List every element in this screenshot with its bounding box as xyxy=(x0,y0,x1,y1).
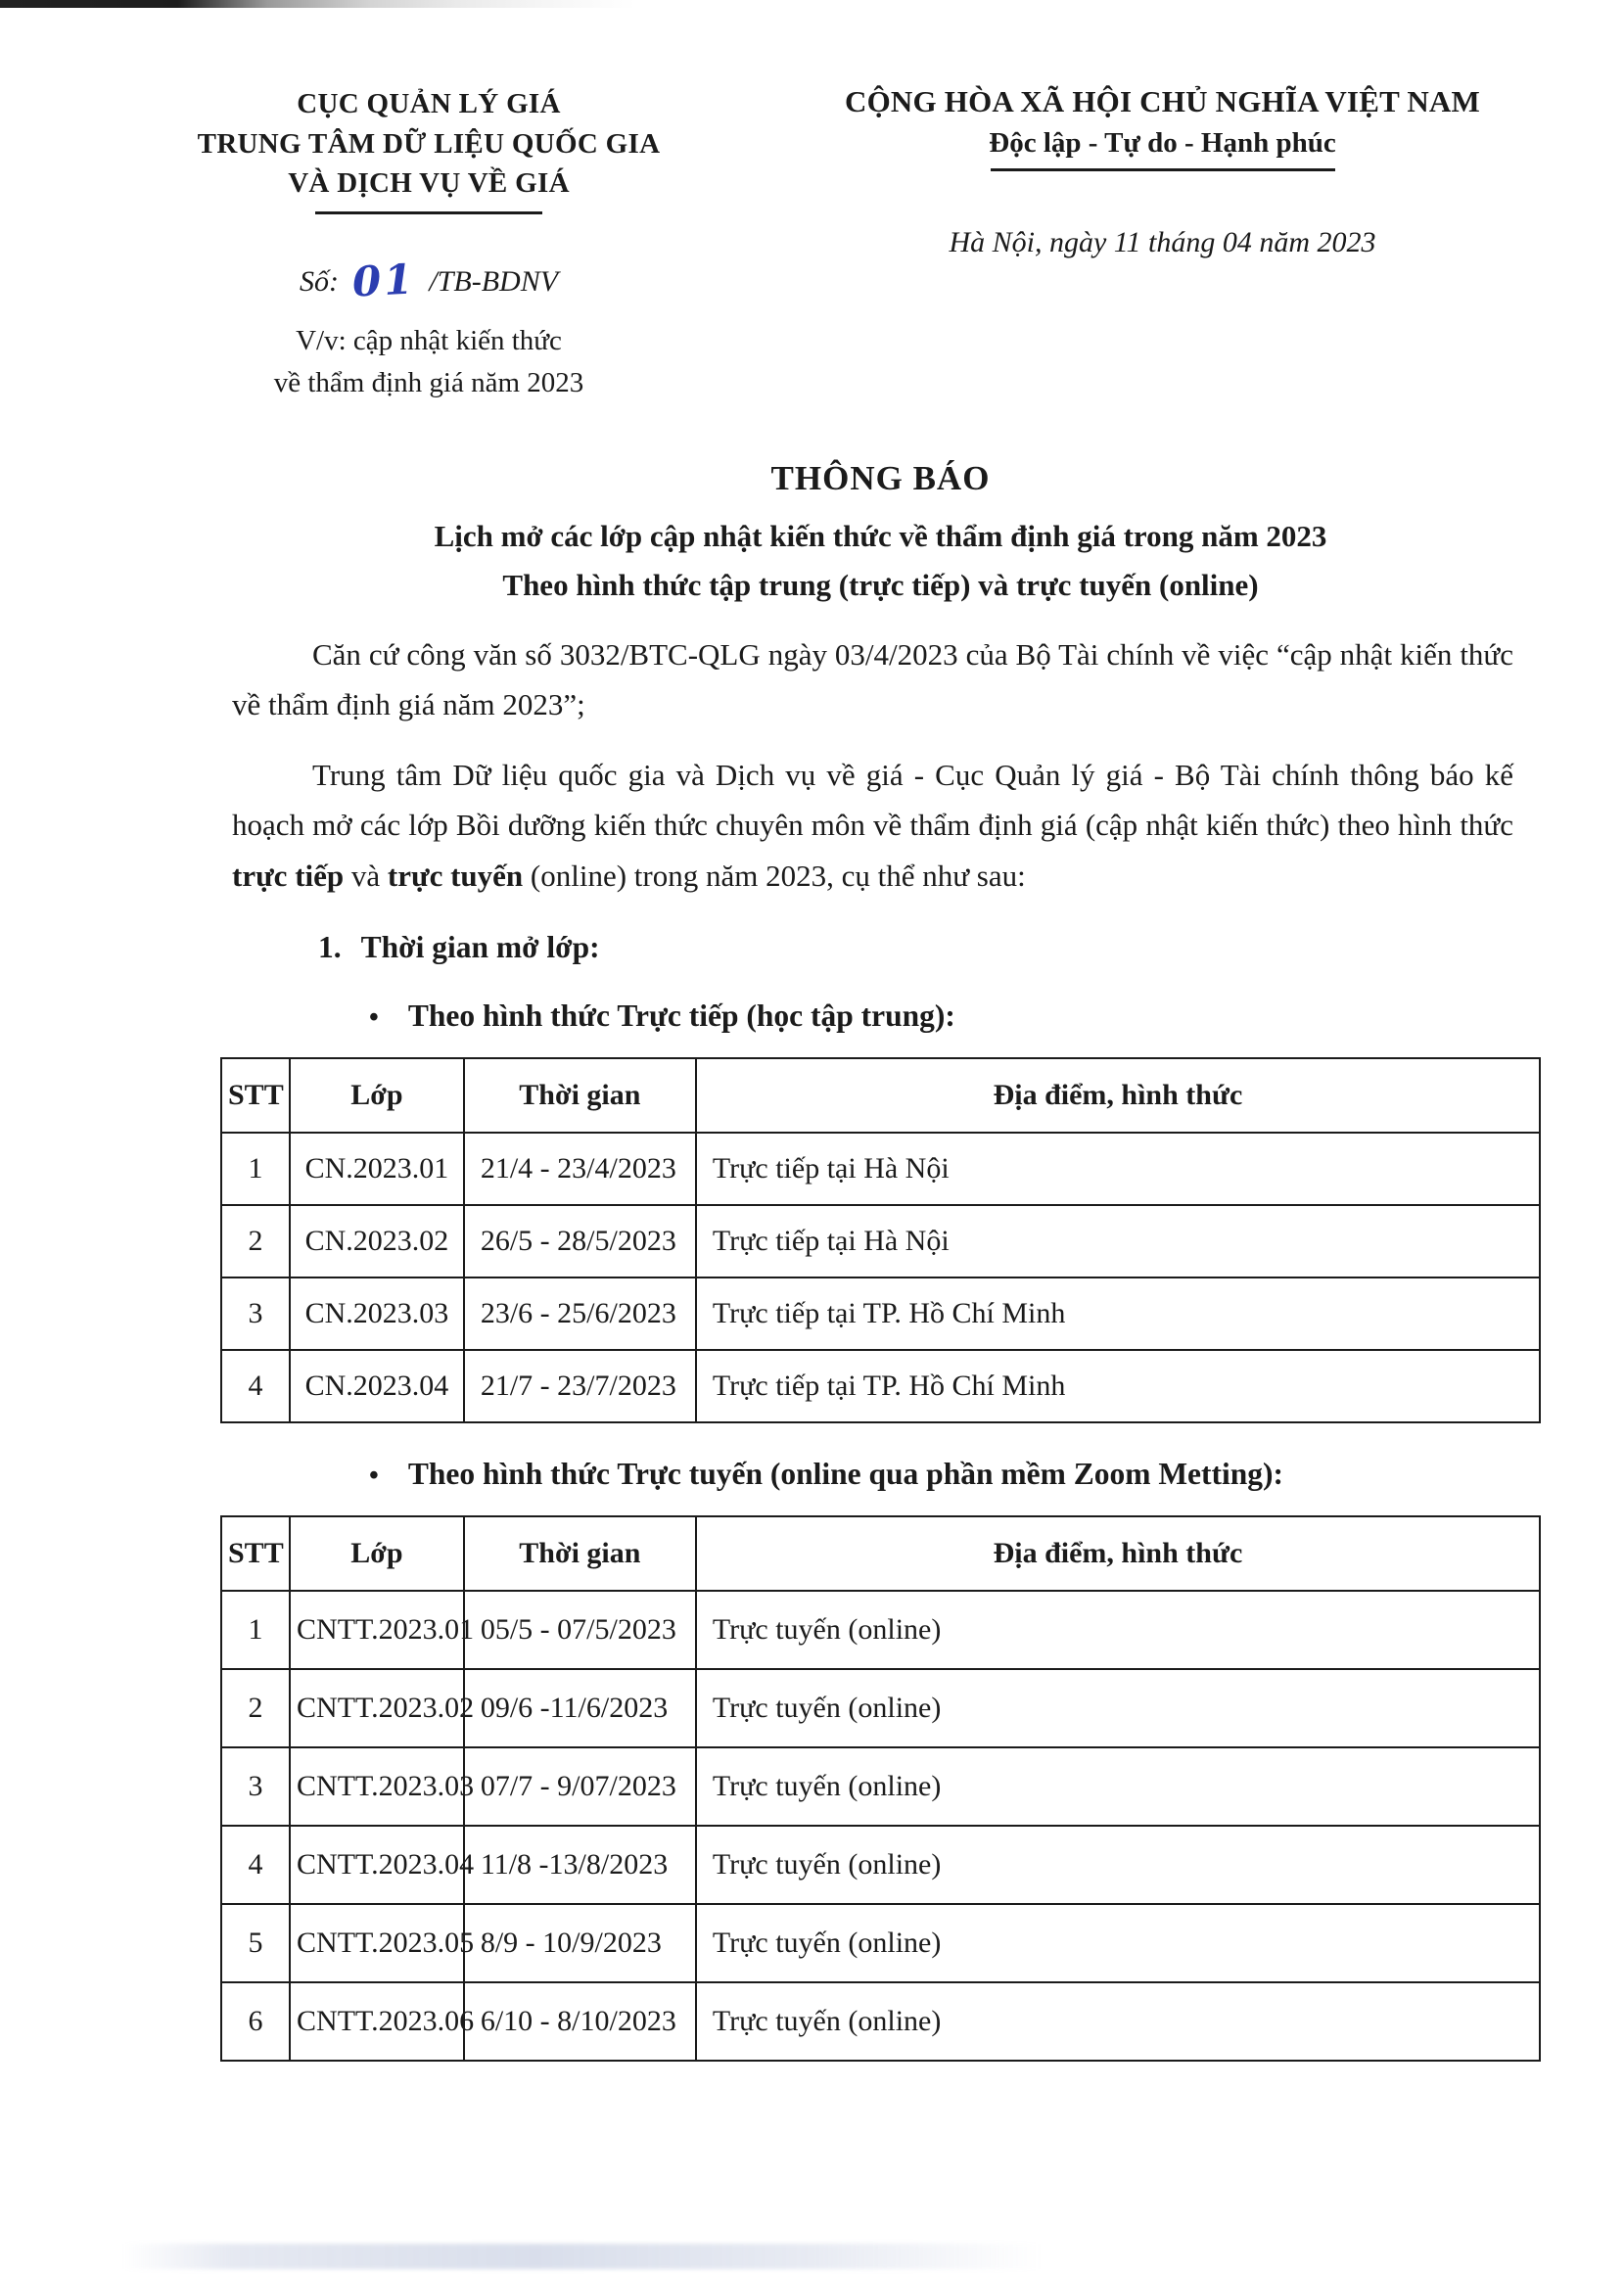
paragraph-legal-basis xyxy=(232,629,1513,730)
cell-lop: CN.2023.04 xyxy=(290,1350,464,1422)
header-stt: STT xyxy=(221,1516,290,1591)
subject-block xyxy=(116,320,742,404)
cell-stt: 5 xyxy=(221,1904,290,1982)
table-row xyxy=(221,1826,1540,1904)
handwritten-number: 01 xyxy=(350,255,417,306)
cell-stt: 4 xyxy=(221,1350,290,1422)
cell-dia-diem: Trực tuyến (online) xyxy=(696,1669,1540,1747)
cell-dia-diem: Trực tuyến (online) xyxy=(696,1982,1540,2061)
document-number-line xyxy=(116,255,742,306)
table-row xyxy=(221,1669,1540,1747)
cell-thoi-gian: 09/6 -11/6/2023 xyxy=(464,1669,696,1747)
issuing-org-block xyxy=(116,84,742,404)
bullet-direct-heading xyxy=(220,999,1541,1034)
cell-lop: CN.2023.02 xyxy=(290,1205,464,1277)
bullet-online-label: Theo hình thức Trực tuyến (online qua phần mềm Zoom Metting): xyxy=(407,1457,1284,1492)
cell-thoi-gian: 21/4 - 23/4/2023 xyxy=(464,1133,696,1205)
table-header-row xyxy=(221,1516,1540,1591)
cell-dia-diem: Trực tiếp tại TP. Hồ Chí Minh xyxy=(696,1350,1540,1422)
cell-stt: 2 xyxy=(221,1205,290,1277)
cell-stt: 2 xyxy=(221,1669,290,1747)
table-row xyxy=(221,1277,1540,1350)
header-lop: Lớp xyxy=(290,1058,464,1133)
cell-stt: 3 xyxy=(221,1277,290,1350)
cell-thoi-gian: 26/5 - 28/5/2023 xyxy=(464,1205,696,1277)
section-1-heading xyxy=(220,930,1541,965)
paragraph-announcement-part1: Trung tâm Dữ liệu quốc gia và Dịch vụ về giá - Cục Quản lý giá - Bộ Tài chính thông báo kế hoạch mở các lớp Bồi dưỡng kiến thức chuyên môn về thẩm định giá (cập nhật kiến thức) theo hình thức xyxy=(232,757,1513,843)
table-header-row xyxy=(221,1058,1540,1133)
cell-lop: CNTT.2023.01 xyxy=(290,1591,464,1669)
cell-lop: CN.2023.01 xyxy=(290,1133,464,1205)
cell-thoi-gian: 23/6 - 25/6/2023 xyxy=(464,1277,696,1350)
org-underline xyxy=(315,211,542,214)
org-name-line2: TRUNG TÂM DỮ LIỆU QUỐC GIA xyxy=(197,127,661,160)
cell-dia-diem: Trực tiếp tại Hà Nội xyxy=(696,1133,1540,1205)
header-thoi-gian: Thời gian xyxy=(464,1516,696,1591)
cell-stt: 1 xyxy=(221,1591,290,1669)
cell-dia-diem: Trực tuyến (online) xyxy=(696,1747,1540,1826)
org-name-line3: VÀ DỊCH VỤ VỀ GIÁ xyxy=(288,167,570,200)
bullet-direct-label: Theo hình thức Trực tiếp (học tập trung): xyxy=(407,999,955,1034)
table-row xyxy=(221,1350,1540,1422)
table-row xyxy=(221,1133,1540,1205)
document-body xyxy=(220,459,1541,2063)
paragraph-announcement-bold1: trực tiếp xyxy=(232,858,345,893)
cell-stt: 4 xyxy=(221,1826,290,1904)
paragraph-announcement xyxy=(232,750,1513,901)
cell-lop: CNTT.2023.04 xyxy=(290,1826,464,1904)
online-classes-table xyxy=(220,1515,1541,2062)
cell-thoi-gian: 07/7 - 9/07/2023 xyxy=(464,1747,696,1826)
table-row xyxy=(221,1904,1540,1982)
header-stt: STT xyxy=(221,1058,290,1133)
header-dia-diem: Địa điểm, hình thức xyxy=(696,1516,1540,1591)
national-header-block xyxy=(742,84,1624,404)
cell-dia-diem: Trực tuyến (online) xyxy=(696,1904,1540,1982)
table-row xyxy=(221,1982,1540,2061)
document-number-label: Số: xyxy=(299,264,339,298)
bullet-icon: • xyxy=(369,1002,379,1034)
cell-lop: CNTT.2023.03 xyxy=(290,1747,464,1826)
cell-thoi-gian: 8/9 - 10/9/2023 xyxy=(464,1904,696,1982)
table-row xyxy=(221,1747,1540,1826)
bullet-icon: • xyxy=(369,1461,379,1492)
cell-stt: 3 xyxy=(221,1747,290,1826)
cell-dia-diem: Trực tuyến (online) xyxy=(696,1826,1540,1904)
subtitle-line2: Theo hình thức tập trung (trực tiếp) và trực tuyến (online) xyxy=(502,567,1259,602)
document-subtitle xyxy=(220,512,1541,610)
paragraph-announcement-part3: (online) trong năm 2023, cụ thể như sau: xyxy=(523,858,1026,893)
table-row xyxy=(221,1591,1540,1669)
cell-thoi-gian: 11/8 -13/8/2023 xyxy=(464,1826,696,1904)
document-header xyxy=(0,0,1624,404)
cell-thoi-gian: 05/5 - 07/5/2023 xyxy=(464,1591,696,1669)
paragraph-announcement-part2: và xyxy=(344,858,388,893)
cell-lop: CNTT.2023.05 xyxy=(290,1904,464,1982)
direct-classes-table xyxy=(220,1057,1541,1423)
org-name-line1: CỤC QUẢN LÝ GIÁ xyxy=(297,88,561,119)
header-dia-diem: Địa điểm, hình thức xyxy=(696,1058,1540,1133)
document-number-suffix: /TB-BDNV xyxy=(429,264,559,298)
cell-stt: 1 xyxy=(221,1133,290,1205)
cell-dia-diem: Trực tiếp tại TP. Hồ Chí Minh xyxy=(696,1277,1540,1350)
cell-thoi-gian: 6/10 - 8/10/2023 xyxy=(464,1982,696,2061)
paragraph-legal-basis-text: Căn cứ công văn số 3032/BTC-QLG ngày 03/4/2023 của Bộ Tài chính về việc “cập nhật kiến thức về thẩm định giá năm 2023”; xyxy=(232,637,1513,722)
header-lop: Lớp xyxy=(290,1516,464,1591)
cell-dia-diem: Trực tuyến (online) xyxy=(696,1591,1540,1669)
header-thoi-gian: Thời gian xyxy=(464,1058,696,1133)
subject-line2: về thẩm định giá năm 2023 xyxy=(273,366,584,398)
place-date-line: Hà Nội, ngày 11 tháng 04 năm 2023 xyxy=(949,226,1376,258)
national-motto-line2: Độc lập - Tự do - Hạnh phúc xyxy=(989,127,1336,159)
cell-lop: CNTT.2023.02 xyxy=(290,1669,464,1747)
subject-line1: V/v: cập nhật kiến thức xyxy=(296,324,562,356)
document-title: THÔNG BÁO xyxy=(770,458,991,497)
section-1-label: Thời gian mở lớp: xyxy=(360,930,600,965)
cell-lop: CN.2023.03 xyxy=(290,1277,464,1350)
scan-artifact-top xyxy=(0,0,636,8)
motto-underline xyxy=(991,168,1335,171)
subtitle-line1: Lịch mở các lớp cập nhật kiến thức về thẩm định giá trong năm 2023 xyxy=(434,518,1327,553)
cell-lop: CNTT.2023.06 xyxy=(290,1982,464,2061)
cell-dia-diem: Trực tiếp tại Hà Nội xyxy=(696,1205,1540,1277)
national-motto-line1: CỘNG HÒA XÃ HỘI CHỦ NGHĨA VIỆT NAM xyxy=(845,84,1480,118)
cell-stt: 6 xyxy=(221,1982,290,2061)
bullet-online-heading xyxy=(220,1457,1541,1492)
scan-artifact-bottom xyxy=(122,2244,1043,2269)
cell-thoi-gian: 21/7 - 23/7/2023 xyxy=(464,1350,696,1422)
table-row xyxy=(221,1205,1540,1277)
section-1-number: 1. xyxy=(318,930,342,965)
paragraph-announcement-bold2: trực tuyến xyxy=(387,858,524,893)
